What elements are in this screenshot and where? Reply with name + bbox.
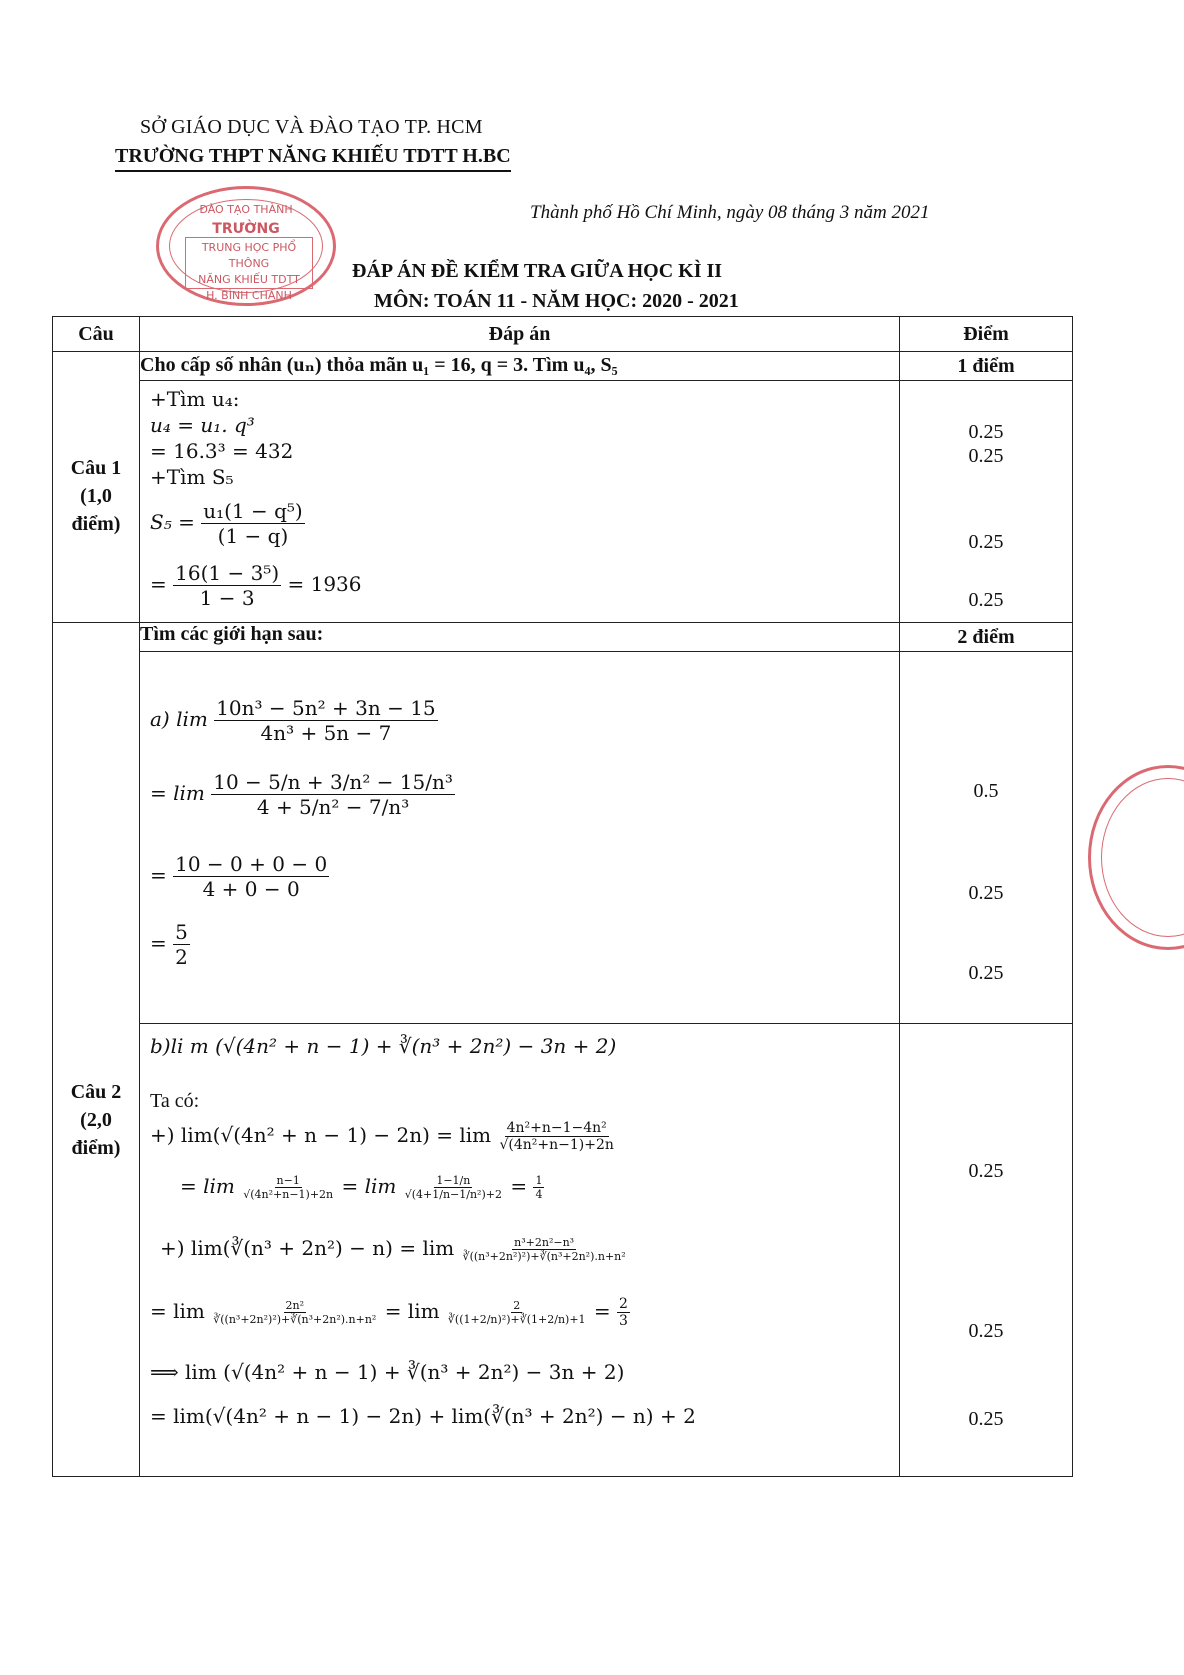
score-cell <box>900 1024 1073 1477</box>
answer-line: b)li m (√(4n² + n − 1) + ∛(n³ + 2n²) − 3n + 2) <box>150 1034 617 1058</box>
answer-cell <box>140 381 900 623</box>
school-stamp <box>156 186 336 306</box>
score-value: 0.25 <box>968 421 1004 443</box>
school-stamp-partial <box>1088 765 1184 950</box>
fraction-numerator: 10 − 5/n + 3/n² − 15/n³ <box>213 770 453 794</box>
answer-line: +Tìm u₄: <box>150 387 240 411</box>
fraction-denominator: 4 <box>535 1188 543 1201</box>
stamp-text: H. BÌNH CHÁNH <box>206 289 292 302</box>
answer-line: = <box>150 572 167 596</box>
score-value: 0.5 <box>973 780 999 802</box>
answer-line: +) lim(∛(n³ + 2n²) − n) = lim <box>160 1236 455 1260</box>
score-value: 0.25 <box>968 1408 1004 1430</box>
fraction-denominator: ∛((n³+2n²)²)+∛(n³+2n²).n+n² <box>213 1313 377 1326</box>
answer-line: = 1936 <box>287 572 362 596</box>
answer-line: ⟹ lim (√(4n² + n − 1) + ∛(n³ + 2n²) − 3n + 2) <box>150 1360 625 1384</box>
score-cell <box>900 381 1073 623</box>
answer-line: = lim <box>341 1174 397 1198</box>
answer-line: = lim(√(4n² + n − 1) − 2n) + lim(∛(n³ + 2n²) − n) + 2 <box>150 1404 696 1428</box>
fraction-denominator: (1 − q) <box>217 524 289 548</box>
fraction-denominator: 4 + 0 − 0 <box>202 877 300 901</box>
question-points: 1 điểm <box>900 352 1073 381</box>
fraction-numerator: u₁(1 − q⁵) <box>203 499 303 523</box>
answer-line: S₅ = <box>150 510 195 534</box>
answer-line: +) lim(√(4n² + n − 1) − 2n) = lim <box>150 1123 492 1147</box>
department-name: SỞ GIÁO DỤC VÀ ĐÀO TẠO TP. HCM <box>140 116 483 138</box>
score-cell <box>900 652 1073 1024</box>
fraction-denominator: 4n³ + 5n − 7 <box>260 721 392 745</box>
fraction-denominator: √(4+1/n−1/n²)+2 <box>404 1188 502 1201</box>
answer-line: = <box>510 1174 528 1198</box>
answer-cell-a <box>140 652 900 1024</box>
stamp-text: NĂNG KHIẾU TDTT <box>198 273 300 286</box>
score-value: 0.25 <box>968 1320 1004 1342</box>
answer-line: +Tìm S₅ <box>150 465 234 489</box>
school-name: TRƯỜNG THPT NĂNG KHIẾU TDTT H.BC <box>115 145 511 172</box>
fraction-denominator: 2 <box>175 945 188 969</box>
answer-line: = lim <box>384 1299 440 1323</box>
fraction-denominator: 4 + 5/n² − 7/n³ <box>256 795 410 819</box>
answer-line: a) lim <box>150 707 208 731</box>
fraction-denominator: ∛((n³+2n²)²)+∛(n³+2n²).n+n² <box>462 1250 626 1263</box>
fraction-numerator: 4n²+n−1−4n² <box>506 1120 607 1136</box>
score-value: 0.25 <box>968 962 1004 984</box>
answer-line: u₄ = u₁. q³ <box>150 413 255 437</box>
question-points: 2 điểm <box>900 623 1073 652</box>
answer-line: = lim <box>150 781 205 805</box>
fraction-numerator: 2 <box>513 1299 521 1312</box>
answer-line: = <box>150 863 167 887</box>
answer-line: = 16.3³ = 432 <box>150 439 294 463</box>
score-value: 0.25 <box>968 445 1004 467</box>
fraction-numerator: n³+2n²−n³ <box>514 1236 575 1249</box>
fraction-numerator: 10 − 0 + 0 − 0 <box>175 852 328 876</box>
score-value: 0.25 <box>968 531 1004 553</box>
header-dap-an: Đáp án <box>140 317 900 352</box>
question-label: Câu 1 (1,0 điểm) <box>53 352 140 623</box>
fraction-numerator: 5 <box>175 920 188 944</box>
document-subject: MÔN: TOÁN 11 - NĂM HỌC: 2020 - 2021 <box>374 290 739 312</box>
score-value: 0.25 <box>968 589 1004 611</box>
document-title: ĐÁP ÁN ĐỀ KIỂM TRA GIỮA HỌC KÌ II <box>352 260 723 282</box>
question-label: Câu 2 (2,0 điểm) <box>53 623 140 1477</box>
header-cau: Câu <box>53 317 140 352</box>
stamp-text: TRUNG HỌC PHỔ THÔNG <box>201 241 297 270</box>
answer-line: = lim <box>180 1174 235 1198</box>
score-value: 0.25 <box>968 1160 1004 1182</box>
fraction-numerator: 16(1 − 3⁵) <box>175 561 280 585</box>
stamp-text: ĐÀO TẠO THÀNH <box>199 203 293 216</box>
fraction-denominator: ∛((1+2/n)²)+∛(1+2/n)+1 <box>447 1313 586 1326</box>
fraction-denominator: 3 <box>619 1313 628 1329</box>
fraction-numerator: 1−1/n <box>436 1174 471 1187</box>
document-date: Thành phố Hồ Chí Minh, ngày 08 tháng 3 năm 2021 <box>530 202 930 223</box>
question-task: Cho cấp số nhân (uₙ) thỏa mãn u₁ = 16, q = 3. Tìm u₄, S₅ <box>140 352 900 381</box>
fraction-numerator: 1 <box>535 1174 543 1187</box>
answer-cell-b <box>140 1024 900 1477</box>
answer-line: = <box>593 1299 611 1323</box>
fraction-numerator: 10n³ − 5n² + 3n − 15 <box>216 696 436 720</box>
question-task: Tìm các giới hạn sau: <box>140 623 900 652</box>
score-value: 0.25 <box>968 882 1004 904</box>
fraction-numerator: 2 <box>619 1296 628 1312</box>
stamp-text: TRƯỜNG <box>212 221 280 237</box>
fraction-denominator: 1 − 3 <box>199 586 255 610</box>
answer-line: = <box>150 931 167 955</box>
fraction-numerator: n−1 <box>276 1174 300 1187</box>
answer-table <box>52 316 1073 1477</box>
answer-line: Ta có: <box>150 1090 200 1112</box>
header-diem: Điểm <box>900 317 1073 352</box>
fraction-denominator: √(4n²+n−1)+2n <box>499 1137 614 1153</box>
fraction-numerator: 2n² <box>285 1299 305 1312</box>
fraction-denominator: √(4n²+n−1)+2n <box>243 1188 334 1201</box>
answer-line: = lim <box>150 1299 205 1323</box>
